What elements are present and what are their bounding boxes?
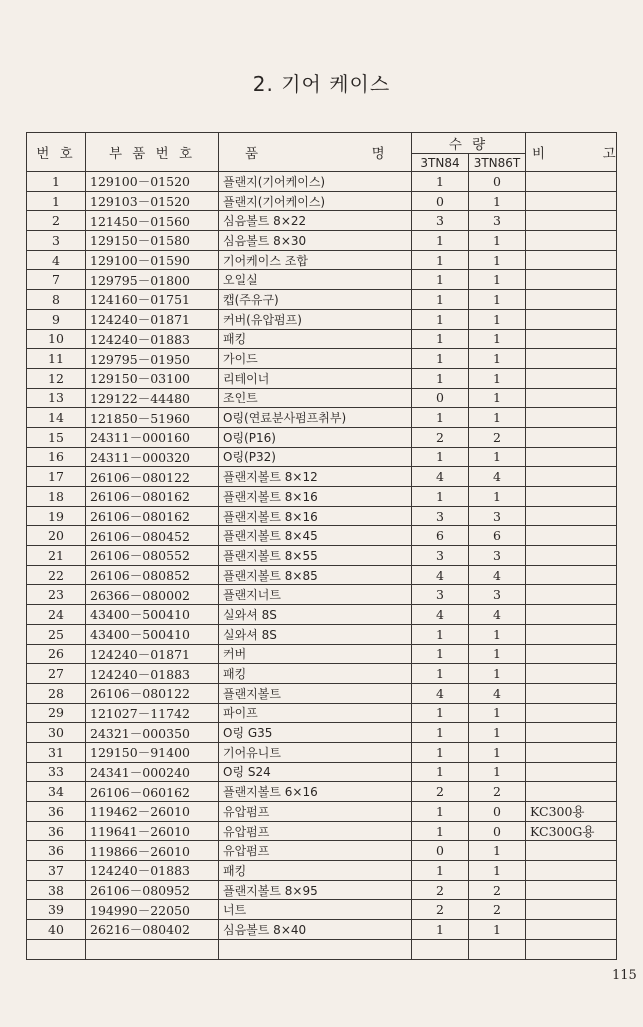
table-row	[27, 841, 617, 861]
row-qty-3tn86t: 1	[469, 742, 526, 762]
row-name: 가이드	[219, 349, 412, 369]
row-name: 실와셔 8S	[219, 624, 412, 644]
row-no: 2	[27, 211, 86, 231]
row-remarks	[526, 939, 617, 959]
row-no: 21	[27, 546, 86, 566]
table-row	[27, 821, 617, 841]
table-row	[27, 231, 617, 251]
row-name: 플랜지너트	[219, 585, 412, 605]
row-remarks	[526, 349, 617, 369]
row-name: 유압펌프	[219, 841, 412, 861]
row-qty-3tn84: 1	[412, 408, 469, 428]
row-no: 36	[27, 841, 86, 861]
row-remarks	[526, 329, 617, 349]
row-remarks	[526, 723, 617, 743]
table-row	[27, 211, 617, 231]
row-name: 오일실	[219, 270, 412, 290]
header-remarks-left: 비	[532, 146, 549, 162]
row-name: O링(연료분사펌프취부)	[219, 408, 412, 428]
row-qty-3tn84: 1	[412, 920, 469, 940]
row-qty-3tn84: 1	[412, 861, 469, 881]
row-part-no: 26366－080002	[86, 585, 219, 605]
row-no: 30	[27, 723, 86, 743]
row-part-no: 121450－01560	[86, 211, 219, 231]
row-part-no: 24341－000240	[86, 762, 219, 782]
row-qty-3tn86t: 3	[469, 211, 526, 231]
row-remarks	[526, 703, 617, 723]
row-part-no: 129150－91400	[86, 742, 219, 762]
row-name: 리테이너	[219, 368, 412, 388]
row-name: 커버	[219, 644, 412, 664]
table-row	[27, 546, 617, 566]
row-name: 심음볼트 8×22	[219, 211, 412, 231]
row-qty-3tn84	[412, 939, 469, 959]
table-row	[27, 683, 617, 703]
parts-table	[26, 132, 617, 960]
row-qty-3tn86t: 3	[469, 506, 526, 526]
row-name: 실와셔 8S	[219, 605, 412, 625]
row-qty-3tn84: 0	[412, 841, 469, 861]
row-qty-3tn84: 1	[412, 742, 469, 762]
row-qty-3tn86t: 1	[469, 703, 526, 723]
table-row	[27, 664, 617, 684]
row-qty-3tn84: 1	[412, 270, 469, 290]
row-qty-3tn86t: 2	[469, 427, 526, 447]
row-no: 31	[27, 742, 86, 762]
row-qty-3tn84: 1	[412, 329, 469, 349]
row-no: 23	[27, 585, 86, 605]
table-row	[27, 585, 617, 605]
row-qty-3tn84: 1	[412, 172, 469, 192]
header-model-3tn84: 3TN84	[412, 154, 469, 172]
row-part-no: 124240－01883	[86, 329, 219, 349]
row-qty-3tn84: 1	[412, 664, 469, 684]
row-qty-3tn84: 1	[412, 703, 469, 723]
row-no: 4	[27, 250, 86, 270]
row-part-no: 43400－500410	[86, 605, 219, 625]
row-name: 패킹	[219, 861, 412, 881]
table-row	[27, 624, 617, 644]
row-name: 기어유니트	[219, 742, 412, 762]
row-no: 19	[27, 506, 86, 526]
row-name: 심음볼트 8×30	[219, 231, 412, 251]
row-qty-3tn86t: 1	[469, 368, 526, 388]
row-part-no: 124240－01883	[86, 861, 219, 881]
row-name: 너트	[219, 900, 412, 920]
row-qty-3tn84: 4	[412, 467, 469, 487]
row-qty-3tn86t: 1	[469, 388, 526, 408]
row-part-no: 26106－080122	[86, 683, 219, 703]
row-part-no: 129795－01800	[86, 270, 219, 290]
table-row	[27, 802, 617, 822]
row-remarks	[526, 880, 617, 900]
row-no: 36	[27, 821, 86, 841]
row-qty-3tn84: 2	[412, 427, 469, 447]
row-qty-3tn84: 1	[412, 368, 469, 388]
row-part-no: 194990－22050	[86, 900, 219, 920]
row-part-no: 26106－080122	[86, 467, 219, 487]
row-no: 34	[27, 782, 86, 802]
row-name: 조인트	[219, 388, 412, 408]
row-qty-3tn86t: 1	[469, 349, 526, 369]
row-no: 1	[27, 191, 86, 211]
header-remarks-right: 고	[602, 146, 619, 162]
row-name: 플랜지볼트 8×95	[219, 880, 412, 900]
table-row	[27, 388, 617, 408]
row-name: 유압펌프	[219, 821, 412, 841]
row-qty-3tn84: 1	[412, 309, 469, 329]
row-qty-3tn86t: 1	[469, 762, 526, 782]
row-no: 11	[27, 349, 86, 369]
table-row	[27, 349, 617, 369]
row-name: 플랜지볼트 8×55	[219, 546, 412, 566]
row-name: 플랜지볼트 6×16	[219, 782, 412, 802]
row-remarks	[526, 191, 617, 211]
row-qty-3tn86t: 4	[469, 605, 526, 625]
row-no: 13	[27, 388, 86, 408]
row-name: O링(P16)	[219, 427, 412, 447]
row-no: 12	[27, 368, 86, 388]
row-no: 8	[27, 290, 86, 310]
row-remarks	[526, 368, 617, 388]
row-remarks	[526, 546, 617, 566]
row-qty-3tn84: 0	[412, 388, 469, 408]
row-qty-3tn86t: 4	[469, 467, 526, 487]
row-remarks	[526, 565, 617, 585]
row-no: 37	[27, 861, 86, 881]
row-qty-3tn84: 3	[412, 211, 469, 231]
row-qty-3tn84: 1	[412, 821, 469, 841]
row-remarks	[526, 644, 617, 664]
table-row	[27, 939, 617, 959]
row-remarks	[526, 742, 617, 762]
row-qty-3tn86t: 1	[469, 723, 526, 743]
row-qty-3tn84: 1	[412, 447, 469, 467]
row-qty-3tn86t: 1	[469, 329, 526, 349]
row-qty-3tn84: 3	[412, 585, 469, 605]
row-qty-3tn84: 1	[412, 802, 469, 822]
row-no: 1	[27, 172, 86, 192]
table-row	[27, 447, 617, 467]
row-qty-3tn84: 1	[412, 231, 469, 251]
row-remarks	[526, 290, 617, 310]
row-name: 파이프	[219, 703, 412, 723]
row-qty-3tn86t: 1	[469, 191, 526, 211]
row-qty-3tn86t: 1	[469, 447, 526, 467]
row-name: 커버(유압펌프)	[219, 309, 412, 329]
row-qty-3tn86t: 0	[469, 172, 526, 192]
table-row	[27, 723, 617, 743]
table-row	[27, 782, 617, 802]
row-part-no: 124240－01871	[86, 644, 219, 664]
row-qty-3tn86t: 1	[469, 408, 526, 428]
table-row	[27, 172, 617, 192]
row-no: 24	[27, 605, 86, 625]
row-name: 플랜지볼트 8×45	[219, 526, 412, 546]
row-part-no: 129122－44480	[86, 388, 219, 408]
row-no: 38	[27, 880, 86, 900]
row-part-no: 119462－26010	[86, 802, 219, 822]
row-qty-3tn86t: 2	[469, 880, 526, 900]
row-qty-3tn86t	[469, 939, 526, 959]
row-remarks	[526, 506, 617, 526]
row-qty-3tn84: 3	[412, 506, 469, 526]
row-no: 29	[27, 703, 86, 723]
row-qty-3tn86t: 2	[469, 900, 526, 920]
row-remarks	[526, 231, 617, 251]
row-qty-3tn86t: 4	[469, 565, 526, 585]
row-part-no: 26106－080552	[86, 546, 219, 566]
row-remarks	[526, 624, 617, 644]
header-remarks	[526, 133, 617, 172]
row-name: O링 G35	[219, 723, 412, 743]
row-no: 28	[27, 683, 86, 703]
row-no	[27, 939, 86, 959]
row-name: 유압펌프	[219, 802, 412, 822]
table-row	[27, 506, 617, 526]
header-qty: 수 량	[412, 133, 526, 154]
row-part-no: 26106－080162	[86, 487, 219, 507]
row-qty-3tn84: 2	[412, 880, 469, 900]
row-qty-3tn84: 1	[412, 487, 469, 507]
row-no: 39	[27, 900, 86, 920]
row-no: 36	[27, 802, 86, 822]
row-part-no: 24321－000350	[86, 723, 219, 743]
row-qty-3tn84: 3	[412, 546, 469, 566]
row-name: 기어케이스 조합	[219, 250, 412, 270]
row-qty-3tn86t: 1	[469, 664, 526, 684]
row-no: 14	[27, 408, 86, 428]
row-part-no: 124160－01751	[86, 290, 219, 310]
table-row	[27, 427, 617, 447]
table-row	[27, 290, 617, 310]
row-name: 패킹	[219, 329, 412, 349]
row-qty-3tn84: 1	[412, 349, 469, 369]
header-name-right: 명	[371, 146, 388, 162]
row-part-no: 26106－080852	[86, 565, 219, 585]
row-part-no: 124240－01883	[86, 664, 219, 684]
row-qty-3tn86t: 2	[469, 782, 526, 802]
row-part-no: 129795－01950	[86, 349, 219, 369]
table-row	[27, 900, 617, 920]
table-row	[27, 762, 617, 782]
table-row	[27, 861, 617, 881]
row-part-no: 129100－01520	[86, 172, 219, 192]
row-name: O링(P32)	[219, 447, 412, 467]
row-remarks	[526, 270, 617, 290]
table-row	[27, 329, 617, 349]
row-remarks	[526, 250, 617, 270]
row-qty-3tn84: 2	[412, 900, 469, 920]
row-remarks	[526, 487, 617, 507]
table-row	[27, 309, 617, 329]
row-remarks	[526, 782, 617, 802]
row-qty-3tn86t: 1	[469, 290, 526, 310]
row-qty-3tn84: 4	[412, 683, 469, 703]
row-part-no: 26106－080952	[86, 880, 219, 900]
row-qty-3tn86t: 4	[469, 683, 526, 703]
row-qty-3tn86t: 1	[469, 487, 526, 507]
row-part-no: 119641－26010	[86, 821, 219, 841]
row-name: 심음볼트 8×40	[219, 920, 412, 940]
page-title: 2. 기어 케이스	[252, 72, 391, 96]
table-row	[27, 920, 617, 940]
table-row	[27, 742, 617, 762]
row-qty-3tn86t: 1	[469, 861, 526, 881]
row-no: 33	[27, 762, 86, 782]
row-qty-3tn84: 2	[412, 782, 469, 802]
row-part-no: 121027－11742	[86, 703, 219, 723]
row-qty-3tn86t: 1	[469, 841, 526, 861]
row-name: 플랜지볼트 8×85	[219, 565, 412, 585]
row-no: 26	[27, 644, 86, 664]
row-remarks	[526, 920, 617, 940]
row-name: O링 S24	[219, 762, 412, 782]
row-remarks: KC300용	[526, 802, 617, 822]
row-remarks	[526, 900, 617, 920]
row-remarks	[526, 585, 617, 605]
row-remarks	[526, 467, 617, 487]
row-qty-3tn84: 6	[412, 526, 469, 546]
row-remarks	[526, 841, 617, 861]
row-name: 플랜지볼트	[219, 683, 412, 703]
row-no: 16	[27, 447, 86, 467]
row-part-no: 129103－01520	[86, 191, 219, 211]
table-row	[27, 880, 617, 900]
row-part-no: 119866－26010	[86, 841, 219, 861]
row-part-no: 121850－51960	[86, 408, 219, 428]
row-qty-3tn84: 4	[412, 605, 469, 625]
row-part-no: 43400－500410	[86, 624, 219, 644]
row-part-no: 129150－03100	[86, 368, 219, 388]
row-remarks	[526, 447, 617, 467]
table-row	[27, 605, 617, 625]
row-no: 3	[27, 231, 86, 251]
row-part-no: 129100－01590	[86, 250, 219, 270]
row-qty-3tn86t: 6	[469, 526, 526, 546]
row-remarks	[526, 605, 617, 625]
header-no: 번 호	[27, 133, 86, 172]
row-name: 플랜지볼트 8×12	[219, 467, 412, 487]
header-name-left: 품	[245, 146, 262, 162]
row-name	[219, 939, 412, 959]
row-qty-3tn84: 1	[412, 762, 469, 782]
row-no: 9	[27, 309, 86, 329]
row-name: 플랜지볼트 8×16	[219, 506, 412, 526]
table-row	[27, 487, 617, 507]
row-part-no: 26216－080402	[86, 920, 219, 940]
row-qty-3tn84: 1	[412, 644, 469, 664]
row-qty-3tn84: 1	[412, 624, 469, 644]
row-qty-3tn86t: 0	[469, 821, 526, 841]
row-remarks	[526, 683, 617, 703]
table-row	[27, 644, 617, 664]
row-qty-3tn86t: 3	[469, 546, 526, 566]
row-qty-3tn86t: 1	[469, 231, 526, 251]
row-no: 40	[27, 920, 86, 940]
header-model-3tn86t: 3TN86T	[469, 154, 526, 172]
row-qty-3tn84: 4	[412, 565, 469, 585]
table-row	[27, 191, 617, 211]
row-qty-3tn84: 1	[412, 723, 469, 743]
row-qty-3tn86t: 1	[469, 309, 526, 329]
row-qty-3tn86t: 1	[469, 270, 526, 290]
table-row	[27, 250, 617, 270]
row-qty-3tn84: 1	[412, 290, 469, 310]
row-name: 패킹	[219, 664, 412, 684]
row-remarks	[526, 762, 617, 782]
row-part-no: 129150－01580	[86, 231, 219, 251]
table-row	[27, 565, 617, 585]
row-remarks	[526, 211, 617, 231]
row-name: 캡(주유구)	[219, 290, 412, 310]
row-no: 22	[27, 565, 86, 585]
row-remarks	[526, 664, 617, 684]
row-part-no: 24311－000320	[86, 447, 219, 467]
header-name	[219, 133, 412, 172]
row-remarks	[526, 526, 617, 546]
table-row	[27, 368, 617, 388]
row-no: 27	[27, 664, 86, 684]
row-no: 18	[27, 487, 86, 507]
row-remarks: KC300G용	[526, 821, 617, 841]
row-qty-3tn84: 1	[412, 250, 469, 270]
row-part-no	[86, 939, 219, 959]
table-row	[27, 408, 617, 428]
row-remarks	[526, 408, 617, 428]
row-part-no: 26106－060162	[86, 782, 219, 802]
row-no: 20	[27, 526, 86, 546]
row-qty-3tn86t: 3	[469, 585, 526, 605]
row-part-no: 26106－080162	[86, 506, 219, 526]
row-remarks	[526, 427, 617, 447]
row-name: 플랜지(기어케이스)	[219, 191, 412, 211]
row-no: 25	[27, 624, 86, 644]
row-qty-3tn84: 0	[412, 191, 469, 211]
row-no: 17	[27, 467, 86, 487]
row-no: 7	[27, 270, 86, 290]
row-name: 플랜지볼트 8×16	[219, 487, 412, 507]
row-qty-3tn86t: 0	[469, 802, 526, 822]
row-remarks	[526, 172, 617, 192]
row-name: 플랜지(기어케이스)	[219, 172, 412, 192]
row-qty-3tn86t: 1	[469, 250, 526, 270]
table-row	[27, 526, 617, 546]
row-remarks	[526, 388, 617, 408]
row-no: 10	[27, 329, 86, 349]
table-row	[27, 703, 617, 723]
row-qty-3tn86t: 1	[469, 644, 526, 664]
row-part-no: 124240－01871	[86, 309, 219, 329]
table-row	[27, 270, 617, 290]
row-remarks	[526, 861, 617, 881]
row-part-no: 26106－080452	[86, 526, 219, 546]
table-row	[27, 467, 617, 487]
row-qty-3tn86t: 1	[469, 920, 526, 940]
row-part-no: 24311－000160	[86, 427, 219, 447]
row-qty-3tn86t: 1	[469, 624, 526, 644]
row-remarks	[526, 309, 617, 329]
row-no: 15	[27, 427, 86, 447]
page-number: 115	[612, 968, 637, 983]
header-part-no: 부 품 번 호	[86, 133, 219, 172]
